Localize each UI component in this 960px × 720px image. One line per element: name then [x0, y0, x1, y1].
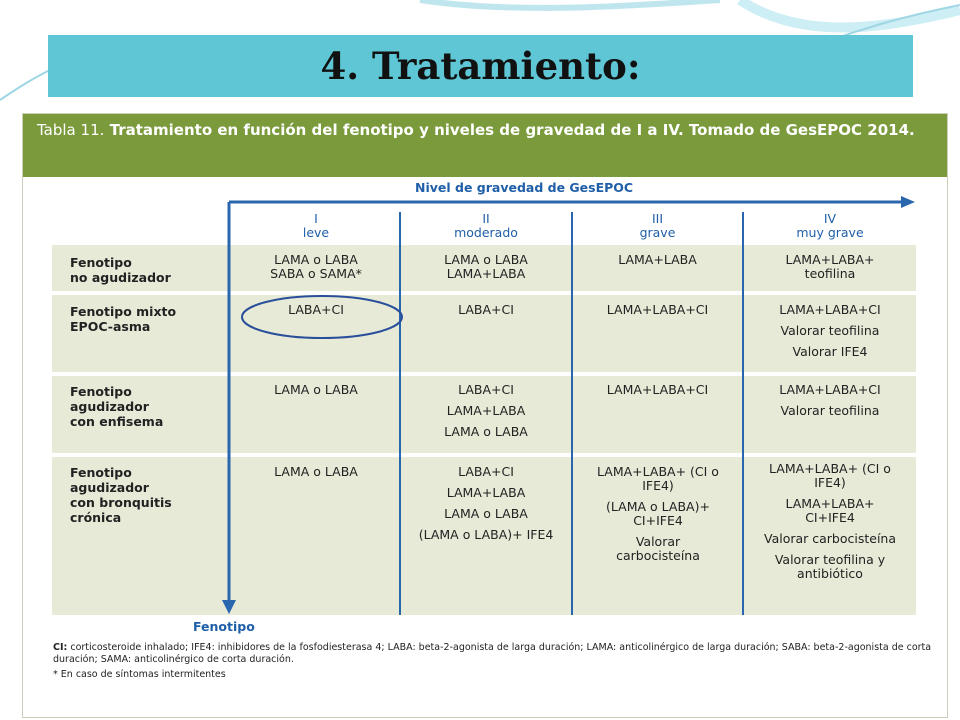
row-header-line: EPOC-asma — [70, 319, 151, 334]
cell-entry: LABA+CI — [288, 302, 344, 317]
row-header-line: Fenotipo — [70, 255, 132, 270]
y-axis-title: Fenotipo — [193, 619, 255, 634]
cell-entry: LAMA o LABA — [274, 252, 358, 267]
cell-entry: LAMA+LABA+CI — [779, 382, 881, 397]
table-cell — [235, 383, 397, 404]
cell-entry: LAMA o LABA — [274, 464, 358, 479]
table-cell — [235, 253, 397, 281]
row-header — [70, 255, 230, 285]
row-header-line: agudizador — [70, 480, 149, 495]
cell-entry: LAMA+LABA+ (CI o IFE4) — [597, 464, 719, 493]
cell-entry: LAMA+LABA+ — [785, 252, 875, 267]
cell-entry: Valorar carbocisteína — [763, 531, 897, 546]
row-header-line: agudizador — [70, 399, 149, 414]
row-header-line: Fenotipo — [70, 384, 132, 399]
table-cell — [593, 465, 723, 570]
column-header-label: leve — [302, 225, 330, 240]
column-header — [744, 212, 916, 240]
cell-entry: LAMA+LABA+ (CI o IFE4) — [769, 461, 891, 490]
row-header-line: no agudizador — [70, 270, 171, 285]
cell-entry: Valorar teofilina — [780, 403, 880, 418]
table-cell — [573, 303, 742, 324]
row-header-line: Fenotipo mixto — [70, 304, 177, 319]
table-cell — [744, 383, 916, 425]
cell-entry: LAMA+LABA — [446, 485, 526, 500]
table-cell — [573, 383, 742, 404]
asterisk-footnote: * En caso de síntomas intermitentes — [53, 669, 226, 680]
footnote-intro: CI: — [53, 642, 68, 653]
table-cell — [411, 465, 561, 549]
footnote-text: corticosteroide inhalado; IFE4: inhibidores de la fosfodiesterasa 4; LABA: beta-2-agonista de larga duración; LAMA: anticolinérgico de larga duración; SABA: beta-2-agonista de corta duración; SAMA: anticolinérgico de corta duración. — [53, 642, 932, 665]
column-header — [573, 212, 742, 240]
table-cell — [744, 303, 916, 366]
abbreviations-footnote — [53, 642, 938, 666]
table-cell — [235, 465, 397, 486]
cell-entry: LAMA+LABA+CI — [606, 382, 709, 397]
cell-entry: teofilina — [804, 266, 856, 281]
table-cell — [573, 253, 742, 267]
column-header-label: grave — [639, 225, 676, 240]
table-caption-text: Tratamiento en función del fenotipo y niveles de gravedad de I a IV. Tomado de GesEPOC 2014. — [109, 121, 915, 139]
table-cell — [401, 383, 571, 446]
cell-entry: LAMA+LABA+CI — [606, 302, 709, 317]
cell-entry: LAMA o LABA — [444, 252, 528, 267]
table-label: Tabla 11. — [37, 121, 105, 139]
cell-entry: (LAMA o LABA)+ IFE4 — [418, 527, 554, 542]
row-header-line: con enfisema — [70, 414, 164, 429]
column-header-label: moderado — [454, 225, 518, 240]
row-header — [70, 465, 230, 525]
cell-entry: LAMA+LABA — [446, 403, 526, 418]
cell-entry: LABA+CI — [458, 464, 514, 479]
column-header-roman: I — [314, 211, 318, 226]
cell-entry: LAMA o LABA — [274, 382, 358, 397]
slide-title: 4. Tratamiento: — [320, 44, 641, 88]
cell-entry: LAMA o LABA — [444, 506, 528, 521]
slide-title-bar — [48, 35, 913, 97]
cell-entry: LAMA+LABA — [446, 266, 526, 281]
cell-entry: Valorar IFE4 — [792, 344, 868, 359]
cell-entry: LABA+CI — [458, 382, 514, 397]
cell-entry: (LAMA o LABA)+ CI+IFE4 — [606, 499, 710, 528]
cell-entry: Valorar carbocisteína — [616, 534, 700, 563]
column-header-roman: III — [651, 211, 664, 226]
column-header-label: muy grave — [796, 225, 864, 240]
row-header-line: crónica — [70, 510, 122, 525]
table-cell — [760, 462, 900, 588]
cell-entry: LAMA o LABA — [444, 424, 528, 439]
cell-entry: Valorar teofilina y antibiótico — [774, 552, 886, 581]
x-axis-title: Nivel de gravedad de GesEPOC — [415, 180, 634, 195]
column-header — [401, 212, 571, 240]
cell-entry: Valorar teofilina — [780, 323, 880, 338]
cell-entry: SABA o SAMA* — [270, 266, 362, 281]
cell-entry: LAMA+LABA — [618, 252, 697, 267]
table-cell — [401, 253, 571, 281]
column-header — [235, 212, 397, 240]
column-header-roman: II — [482, 211, 490, 226]
row-header — [70, 384, 230, 429]
cell-entry: LAMA+LABA+CI — [779, 302, 881, 317]
table-cell — [235, 303, 397, 324]
table-cell — [744, 253, 916, 281]
row-header-line: Fenotipo — [70, 465, 132, 480]
row-header-line: con bronquitis — [70, 495, 172, 510]
cell-entry: LABA+CI — [458, 302, 514, 317]
column-header-roman: IV — [823, 211, 837, 226]
table-cell — [401, 303, 571, 324]
table-panel — [22, 113, 948, 718]
cell-entry: LAMA+LABA+ CI+IFE4 — [785, 496, 875, 525]
row-header — [70, 304, 230, 334]
